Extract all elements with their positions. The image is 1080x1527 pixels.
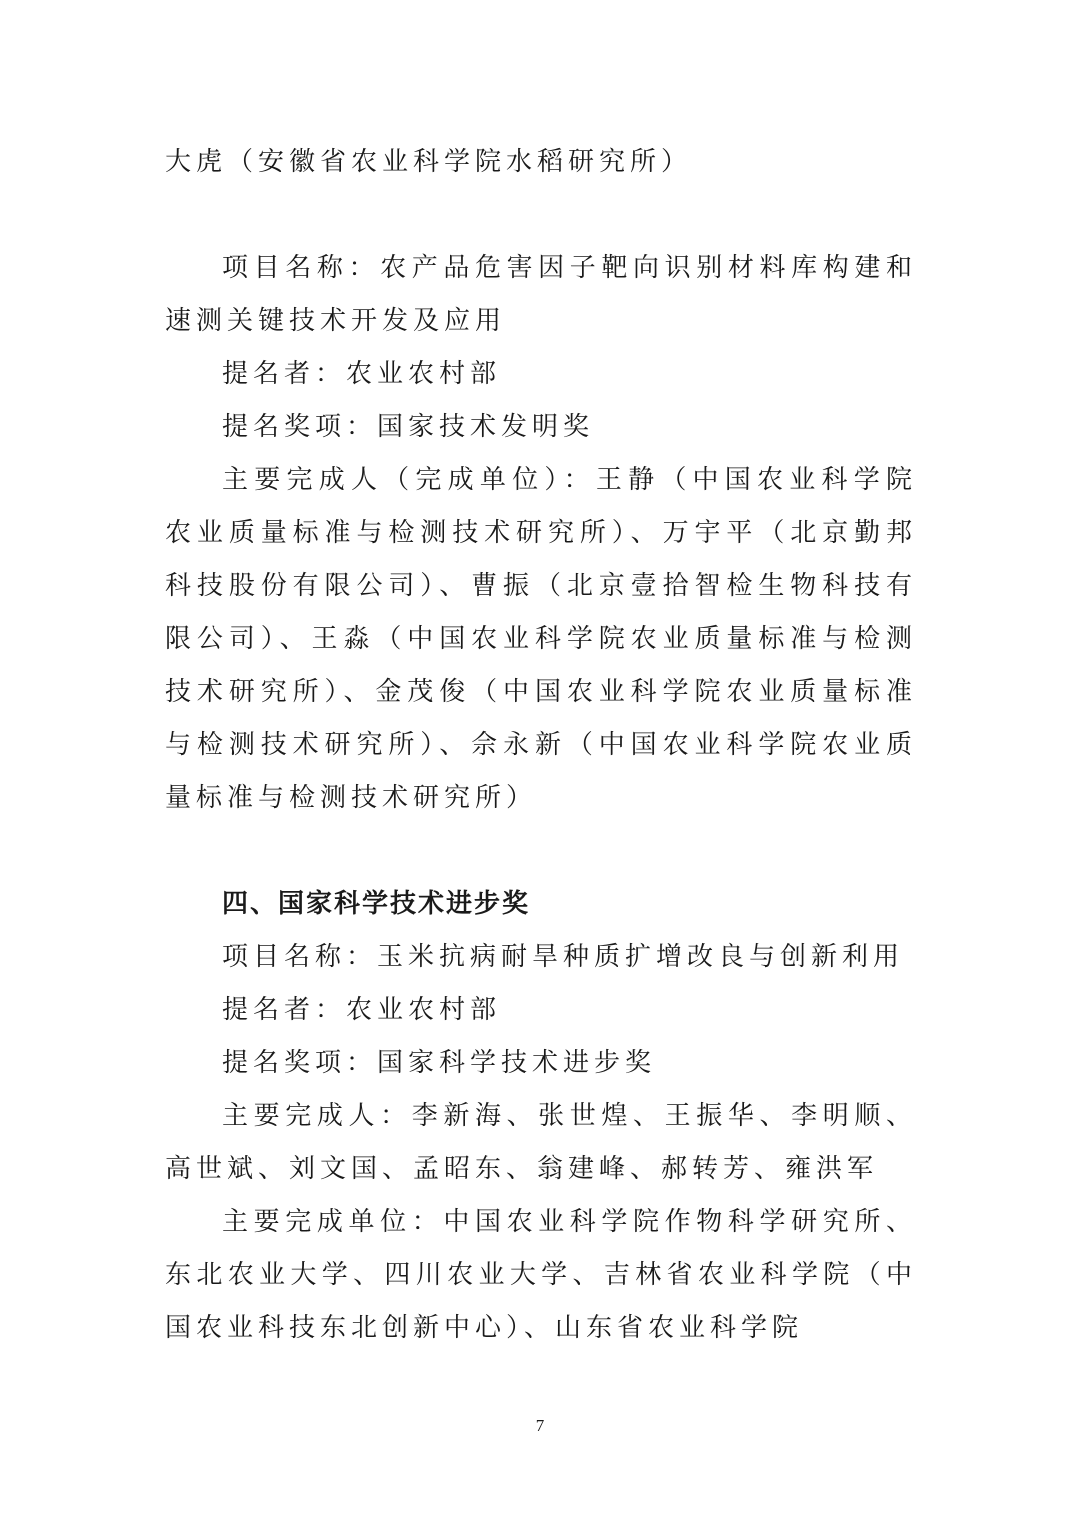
section-heading: 四、国家科学技术进步奖 [222, 889, 531, 919]
main-units-paragraph: 主要完成单位：中国农业科学院作物科学研究所、东北农业大学、四川农业大学、吉林省农业科学院（中国农业科技东北创新中心）、山东省农业科学院 [165, 1207, 917, 1343]
nominator-paragraph: 提名者：农业农村部 [222, 995, 502, 1025]
page-number: 7 [535, 1416, 545, 1435]
contributors-paragraph: 主要完成人（完成单位）：王静（中国农业科学院农业质量标准与检测技术研究所）、万宇平（北京勤邦科技股份有限公司）、曹振（北京壹拾智检生物科技有限公司）、王淼（中国农业科学院农业质量标准与检测技术研究所）、金茂俊（中国农业科学院农业质量标准与检测技术研究所）、佘永新（中国农业科学院农业质量标准与检测技术研究所） [165, 465, 917, 813]
nominator-paragraph: 提名者：农业农村部 [222, 359, 502, 389]
award-type-paragraph: 提名奖项：国家科学技术进步奖 [222, 1048, 657, 1078]
award-type-paragraph: 提名奖项：国家技术发明奖 [222, 412, 595, 442]
project-name-paragraph: 项目名称：农产品危害因子靶向识别材料库构建和速测关键技术开发及应用 [165, 253, 917, 336]
project-name-paragraph: 项目名称：玉米抗病耐旱种质扩增改良与创新利用 [222, 942, 905, 972]
main-contributors-paragraph: 主要完成人：李新海、张世煌、王振华、李明顺、高世斌、刘文国、孟昭东、翁建峰、郝转芳、雍洪军 [165, 1101, 917, 1184]
document-body [165, 136, 917, 1355]
paragraph-continuation: 大虎（安徽省农业科学院水稻研究所） [165, 147, 693, 177]
spacer [165, 189, 917, 242]
spacer [165, 825, 917, 878]
